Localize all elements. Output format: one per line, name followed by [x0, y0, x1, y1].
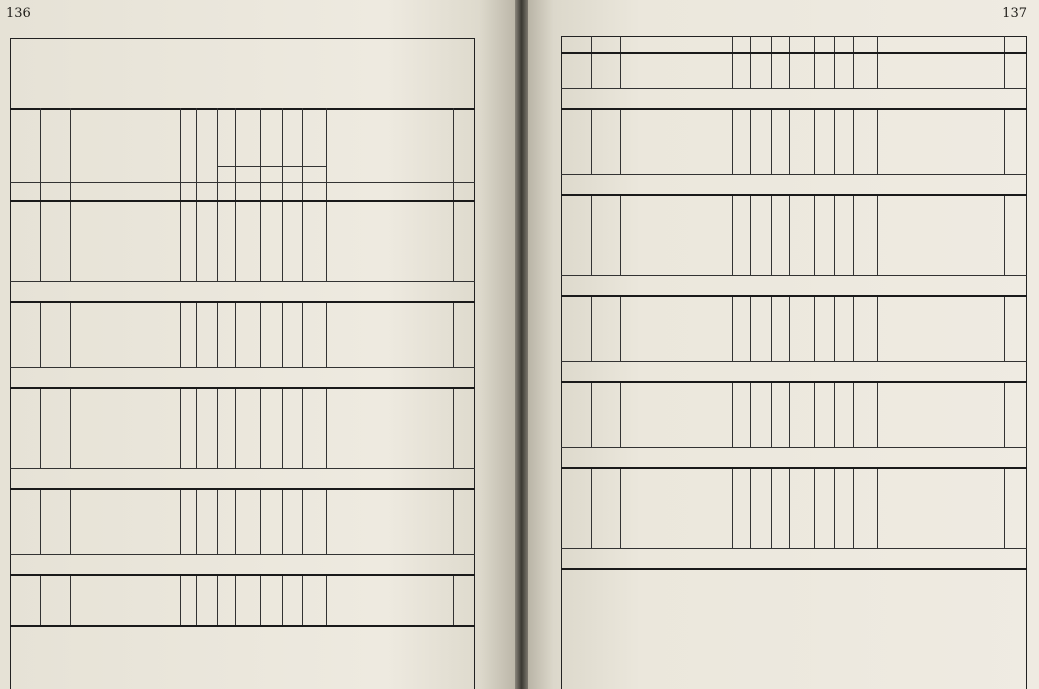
column-rule	[326, 490, 327, 554]
column-rule	[260, 576, 261, 625]
column-rule	[196, 202, 197, 281]
column-rule	[40, 389, 41, 468]
column-rule	[260, 389, 261, 468]
column-rule	[70, 389, 71, 468]
column-rule	[70, 576, 71, 625]
column-rule	[235, 303, 236, 367]
column-rule	[789, 54, 790, 88]
column-rule	[750, 469, 751, 548]
column-rule	[732, 54, 733, 88]
column-rule	[591, 469, 592, 548]
column-rule	[853, 54, 854, 88]
column-rule	[235, 576, 236, 625]
rule-line	[217, 166, 326, 167]
column-rule	[732, 36, 733, 52]
column-rule	[591, 383, 592, 447]
column-rule	[591, 196, 592, 275]
column-rule	[789, 469, 790, 548]
column-rule	[326, 389, 327, 468]
right-page	[528, 0, 1039, 689]
column-rule	[453, 576, 454, 625]
column-rule	[853, 297, 854, 361]
rule-line	[561, 381, 1027, 383]
column-rule	[789, 36, 790, 52]
column-rule	[789, 297, 790, 361]
column-rule	[771, 469, 772, 548]
column-rule	[217, 490, 218, 554]
column-rule	[453, 303, 454, 367]
rule-line	[561, 361, 1027, 362]
column-rule	[196, 108, 197, 200]
column-rule	[180, 576, 181, 625]
rule-line	[10, 108, 475, 110]
column-rule	[771, 297, 772, 361]
column-rule	[771, 54, 772, 88]
column-rule	[282, 202, 283, 281]
column-rule	[750, 297, 751, 361]
column-rule	[591, 297, 592, 361]
column-rule	[282, 108, 283, 200]
column-rule	[814, 297, 815, 361]
column-rule	[196, 490, 197, 554]
column-rule	[732, 196, 733, 275]
rule-line	[10, 301, 475, 303]
rule-line	[10, 488, 475, 490]
column-rule	[40, 202, 41, 281]
column-rule	[877, 196, 878, 275]
column-rule	[302, 490, 303, 554]
column-rule	[70, 202, 71, 281]
column-rule	[853, 469, 854, 548]
column-rule	[302, 108, 303, 200]
column-rule	[853, 36, 854, 52]
column-rule	[70, 303, 71, 367]
right-page-number: 137	[1002, 6, 1027, 21]
column-rule	[196, 389, 197, 468]
column-rule	[771, 196, 772, 275]
column-rule	[591, 110, 592, 174]
column-rule	[789, 110, 790, 174]
column-rule	[877, 469, 878, 548]
column-rule	[877, 110, 878, 174]
rule-line	[10, 367, 475, 368]
column-rule	[235, 108, 236, 200]
column-rule	[853, 110, 854, 174]
rule-line	[561, 467, 1027, 469]
column-rule	[302, 576, 303, 625]
column-rule	[750, 54, 751, 88]
rule-line	[10, 554, 475, 555]
column-rule	[282, 303, 283, 367]
column-rule	[591, 54, 592, 88]
column-rule	[40, 303, 41, 367]
column-rule	[235, 389, 236, 468]
rule-line	[561, 108, 1027, 110]
column-rule	[180, 490, 181, 554]
column-rule	[750, 196, 751, 275]
column-rule	[40, 576, 41, 625]
column-rule	[282, 490, 283, 554]
column-rule	[732, 469, 733, 548]
column-rule	[196, 576, 197, 625]
column-rule	[326, 303, 327, 367]
column-rule	[217, 389, 218, 468]
rule-line	[561, 447, 1027, 448]
column-rule	[620, 469, 621, 548]
column-rule	[834, 54, 835, 88]
column-rule	[235, 490, 236, 554]
rule-line	[10, 281, 475, 282]
column-rule	[1004, 297, 1005, 361]
rule-line	[561, 568, 1027, 570]
column-rule	[853, 196, 854, 275]
column-rule	[180, 303, 181, 367]
column-rule	[771, 36, 772, 52]
column-rule	[1004, 383, 1005, 447]
rule-line	[561, 295, 1027, 297]
column-rule	[620, 54, 621, 88]
column-rule	[814, 54, 815, 88]
column-rule	[814, 110, 815, 174]
column-rule	[750, 110, 751, 174]
column-rule	[260, 202, 261, 281]
rule-line	[561, 275, 1027, 276]
column-rule	[180, 389, 181, 468]
column-rule	[302, 389, 303, 468]
column-rule	[1004, 54, 1005, 88]
column-rule	[302, 202, 303, 281]
column-rule	[235, 202, 236, 281]
column-rule	[180, 202, 181, 281]
column-rule	[834, 469, 835, 548]
column-rule	[732, 110, 733, 174]
rule-line	[561, 194, 1027, 196]
column-rule	[771, 110, 772, 174]
left-page	[0, 0, 515, 689]
column-rule	[732, 383, 733, 447]
column-rule	[789, 383, 790, 447]
rule-line	[10, 200, 475, 202]
column-rule	[877, 36, 878, 52]
column-rule	[1004, 196, 1005, 275]
column-rule	[453, 389, 454, 468]
column-rule	[834, 297, 835, 361]
book-gutter	[515, 0, 528, 689]
column-rule	[877, 383, 878, 447]
rule-line	[561, 174, 1027, 175]
column-rule	[814, 469, 815, 548]
rule-line	[10, 574, 475, 576]
column-rule	[196, 303, 197, 367]
rule-line	[561, 548, 1027, 549]
column-rule	[217, 303, 218, 367]
column-rule	[834, 383, 835, 447]
rule-line	[10, 182, 475, 183]
column-rule	[282, 576, 283, 625]
column-rule	[750, 383, 751, 447]
column-rule	[282, 389, 283, 468]
column-rule	[453, 202, 454, 281]
column-rule	[1004, 36, 1005, 52]
column-rule	[302, 303, 303, 367]
column-rule	[620, 196, 621, 275]
column-rule	[326, 202, 327, 281]
column-rule	[620, 383, 621, 447]
column-rule	[40, 108, 41, 200]
rule-line	[10, 625, 475, 627]
column-rule	[217, 108, 218, 200]
column-rule	[620, 110, 621, 174]
column-rule	[834, 110, 835, 174]
column-rule	[620, 297, 621, 361]
column-rule	[814, 36, 815, 52]
column-rule	[732, 297, 733, 361]
column-rule	[260, 303, 261, 367]
column-rule	[1004, 469, 1005, 548]
column-rule	[217, 576, 218, 625]
column-rule	[326, 576, 327, 625]
column-rule	[814, 383, 815, 447]
rule-line	[10, 387, 475, 389]
column-rule	[591, 36, 592, 52]
column-rule	[771, 383, 772, 447]
column-rule	[180, 108, 181, 200]
column-rule	[260, 490, 261, 554]
column-rule	[750, 36, 751, 52]
column-rule	[877, 54, 878, 88]
left-page-number: 136	[6, 6, 31, 21]
right-table-frame	[561, 36, 1027, 689]
column-rule	[877, 297, 878, 361]
column-rule	[834, 196, 835, 275]
column-rule	[789, 196, 790, 275]
column-rule	[620, 36, 621, 52]
column-rule	[453, 108, 454, 200]
column-rule	[1004, 110, 1005, 174]
column-rule	[326, 108, 327, 200]
left-table-frame	[10, 38, 475, 689]
column-rule	[814, 196, 815, 275]
column-rule	[453, 490, 454, 554]
column-rule	[853, 383, 854, 447]
rule-line	[10, 468, 475, 469]
column-rule	[260, 108, 261, 200]
column-rule	[217, 202, 218, 281]
rule-line	[561, 88, 1027, 89]
column-rule	[70, 490, 71, 554]
column-rule	[834, 36, 835, 52]
rule-line	[561, 52, 1027, 54]
column-rule	[70, 108, 71, 200]
column-rule	[40, 490, 41, 554]
